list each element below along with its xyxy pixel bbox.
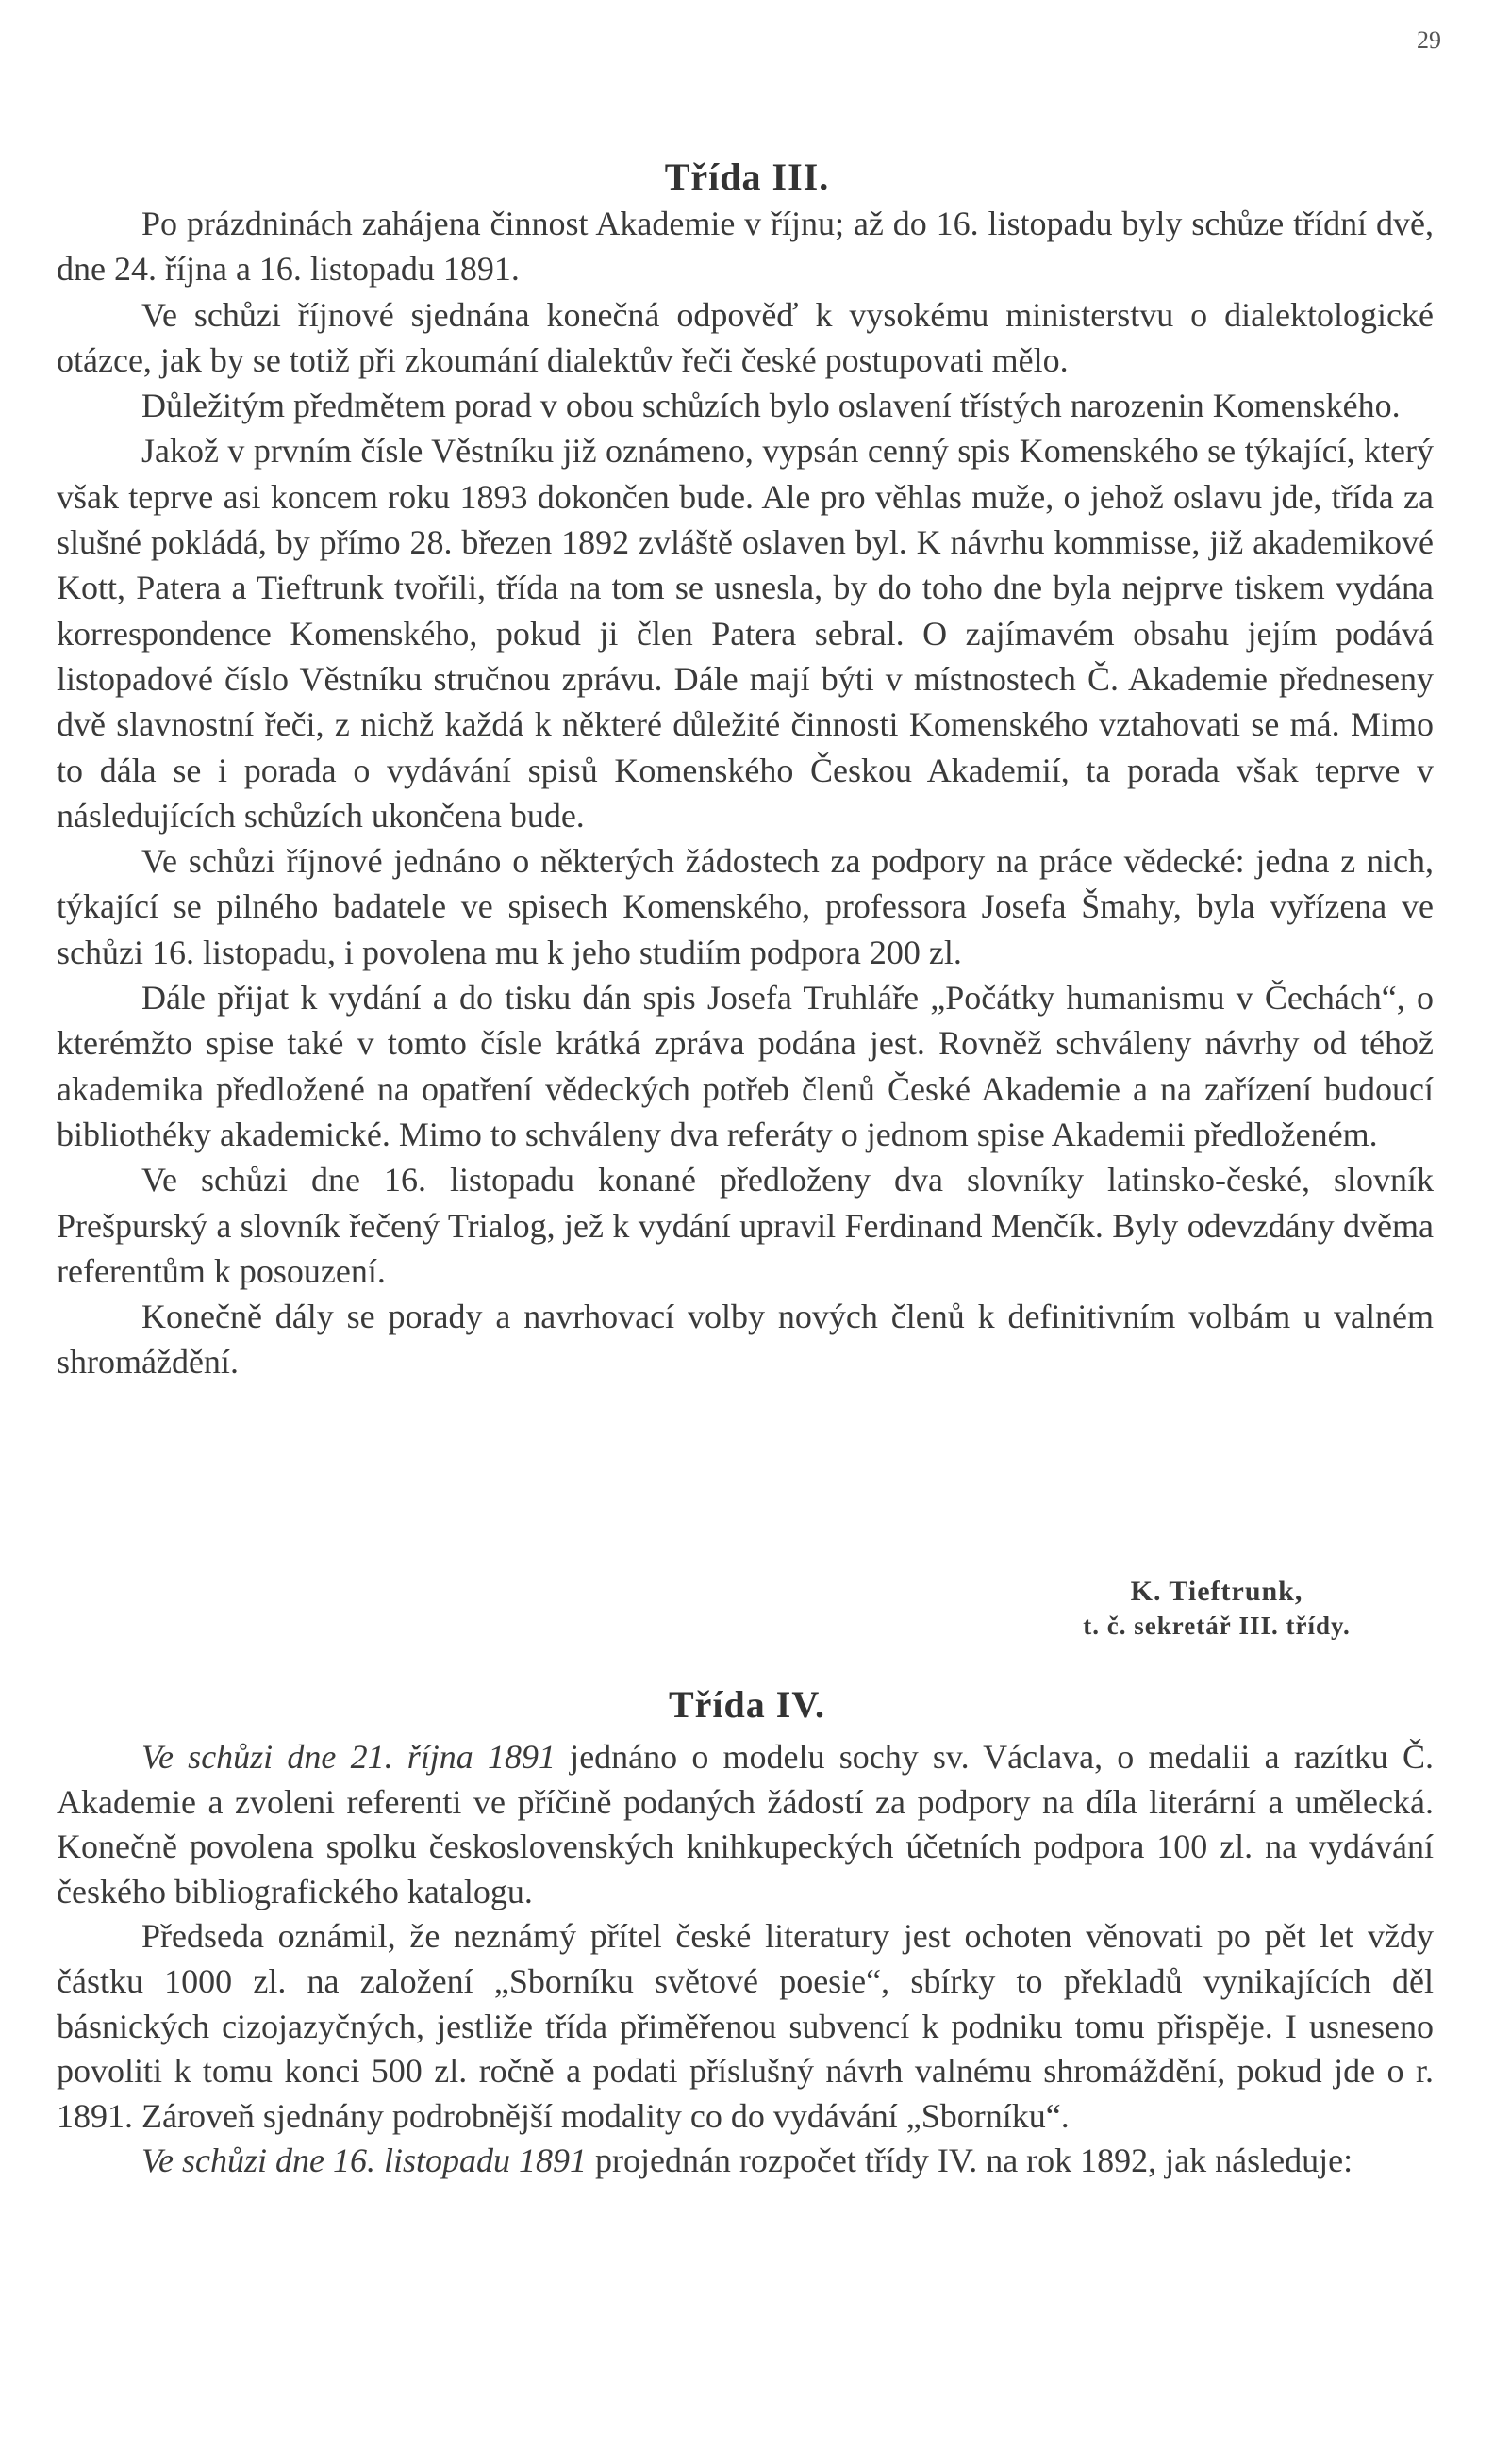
paragraph: Předseda oznámil, že neznámý přítel české literatury jest ochoten věnovati po pět let vždy částku 1000 zl. na založení „Sborníku světové poesie“, sbírky to překladů vynikajících děl básnických cizojazyčných, jestliže třída přiměřenou subvencí k podniku tomu přispěje. I usneseno povoliti k tomu konci 500 zl. ročně a podati příslušný návrh valnému shromáždění, pokud jde o r. 1891. Zároveň sjednány podrobnější modality co do vydávání „Sborníku“. (57, 1917, 1434, 2135)
section-iii-heading: Třída III. (664, 155, 830, 198)
paragraph: Jakož v prvním čísle Věstníku již oznámeno, vypsán cenný spis Komenského se týkající, který však teprve asi koncem roku 1893 dokončen bude. Ale pro věhlas muže, o jehož oslavu jde, třída za slušné pokládá, by přímo 28. březen 1892 zvláště oslaven byl. K návrhu kommisse, již akademikové Kott, Patera a Tieftrunk tvořili, třída na tom se usnesla, by do toho dne byla nejprve tiskem vydána korrespondence Komenského, pokud ji člen Patera sebral. O zajímavém obsahu jejím podává listopadové číslo Věstníku stručnou zprávu. Dále mají býti v místnostech Č. Akademie předneseny dvě slavnostní řeči, z nichž každá k některé důležité činnosti Komenského vztahovati se má. Mimo to dála se i porada o vydávání spisů Komenského Českou Akademií, ta porada však teprve v následujících schůzích ukončena bude. (57, 432, 1434, 835)
paragraph-text: projednán rozpočet třídy IV. na rok 1892, jak následuje: (586, 2142, 1353, 2180)
paragraph: Dále přijat k vydání a do tisku dán spis Josefa Truhláře „Počátky humanismu v Čechách“, o kterémžto spise také v tomto čísle krátká zpráva podána jest. Rovněž schváleny návrhy od téhož akademika předložené na opatření vědeckých potřeb členů České Akademie a na zařízení budoucí bibliothéky akademické. Mimo to schváleny dva referáty o jednom spise Akademii předloženém. (57, 979, 1434, 1153)
paragraph: Po prázdninách zahájena činnost Akademie v říjnu; až do 16. listopadu byly schůze třídní dvě, dne 24. října a 16. listopadu 1891. (57, 205, 1434, 289)
meeting-date: Ve schůzi dne 16. listopadu 1891 (141, 2142, 587, 2180)
signature-name: K. Tieftrunk, (1130, 1576, 1303, 1607)
paragraph (57, 1735, 1434, 1914)
paragraph: Konečně dály se porady a navrhovací volby nových členů k definitivním volbám u valném shromáždění. (57, 1298, 1434, 1381)
signature-block (1038, 1575, 1396, 1643)
paragraph-text: jednáno o modelu sochy sv. Václava, o medalii a razítku Č. Akademie a zvoleni referenti ve příčině podaných žádostí za podpory na díla literární a umělecká. Konečně povolena spolku československých knihkupeckých účetních podpora 100 zl. na vydávání českého bibliografického katalogu. (57, 1738, 1434, 1910)
signature-role: t. č. sekretář III. třídy. (1083, 1612, 1351, 1640)
section-iv-heading: Třída IV. (668, 1682, 826, 1726)
section-iv-body (57, 1735, 1434, 2184)
paragraph: Ve schůzi říjnové jednáno o některých žádostech za podpory na práce vědecké: jedna z nich, týkající se pilného badatele ve spisech Komenského, professora Josefa Šmahy, byla vyřízena ve schůzi 16. listopadu, i povolena mu k jeho studiím podpora 200 zl. (57, 842, 1434, 971)
paragraph: Ve schůzi říjnové sjednána konečná odpověď k vysokému ministerstvu o dialektologické otázce, jak by se totiž při zkoumání dialektův řeči české postupovati mělo. (57, 295, 1434, 379)
paragraph: Ve schůzi dne 16. listopadu konané předloženy dva slovníky latinsko-české, slovník Prešpurský a slovník řečený Trialog, jež k vydání upravil Ferdinand Menčík. Byly odevzdány dvěma referentům k posouzení. (57, 1161, 1434, 1290)
section-iii-body (57, 201, 1434, 1385)
paragraph (57, 2139, 1434, 2184)
paragraph: Důležitým předmětem porad v obou schůzích bylo oslavení třístých narozenin Komenského. (141, 387, 1401, 425)
meeting-date: Ve schůzi dne 21. října 1891 (141, 1738, 556, 1776)
page-number: 29 (1417, 26, 1441, 54)
